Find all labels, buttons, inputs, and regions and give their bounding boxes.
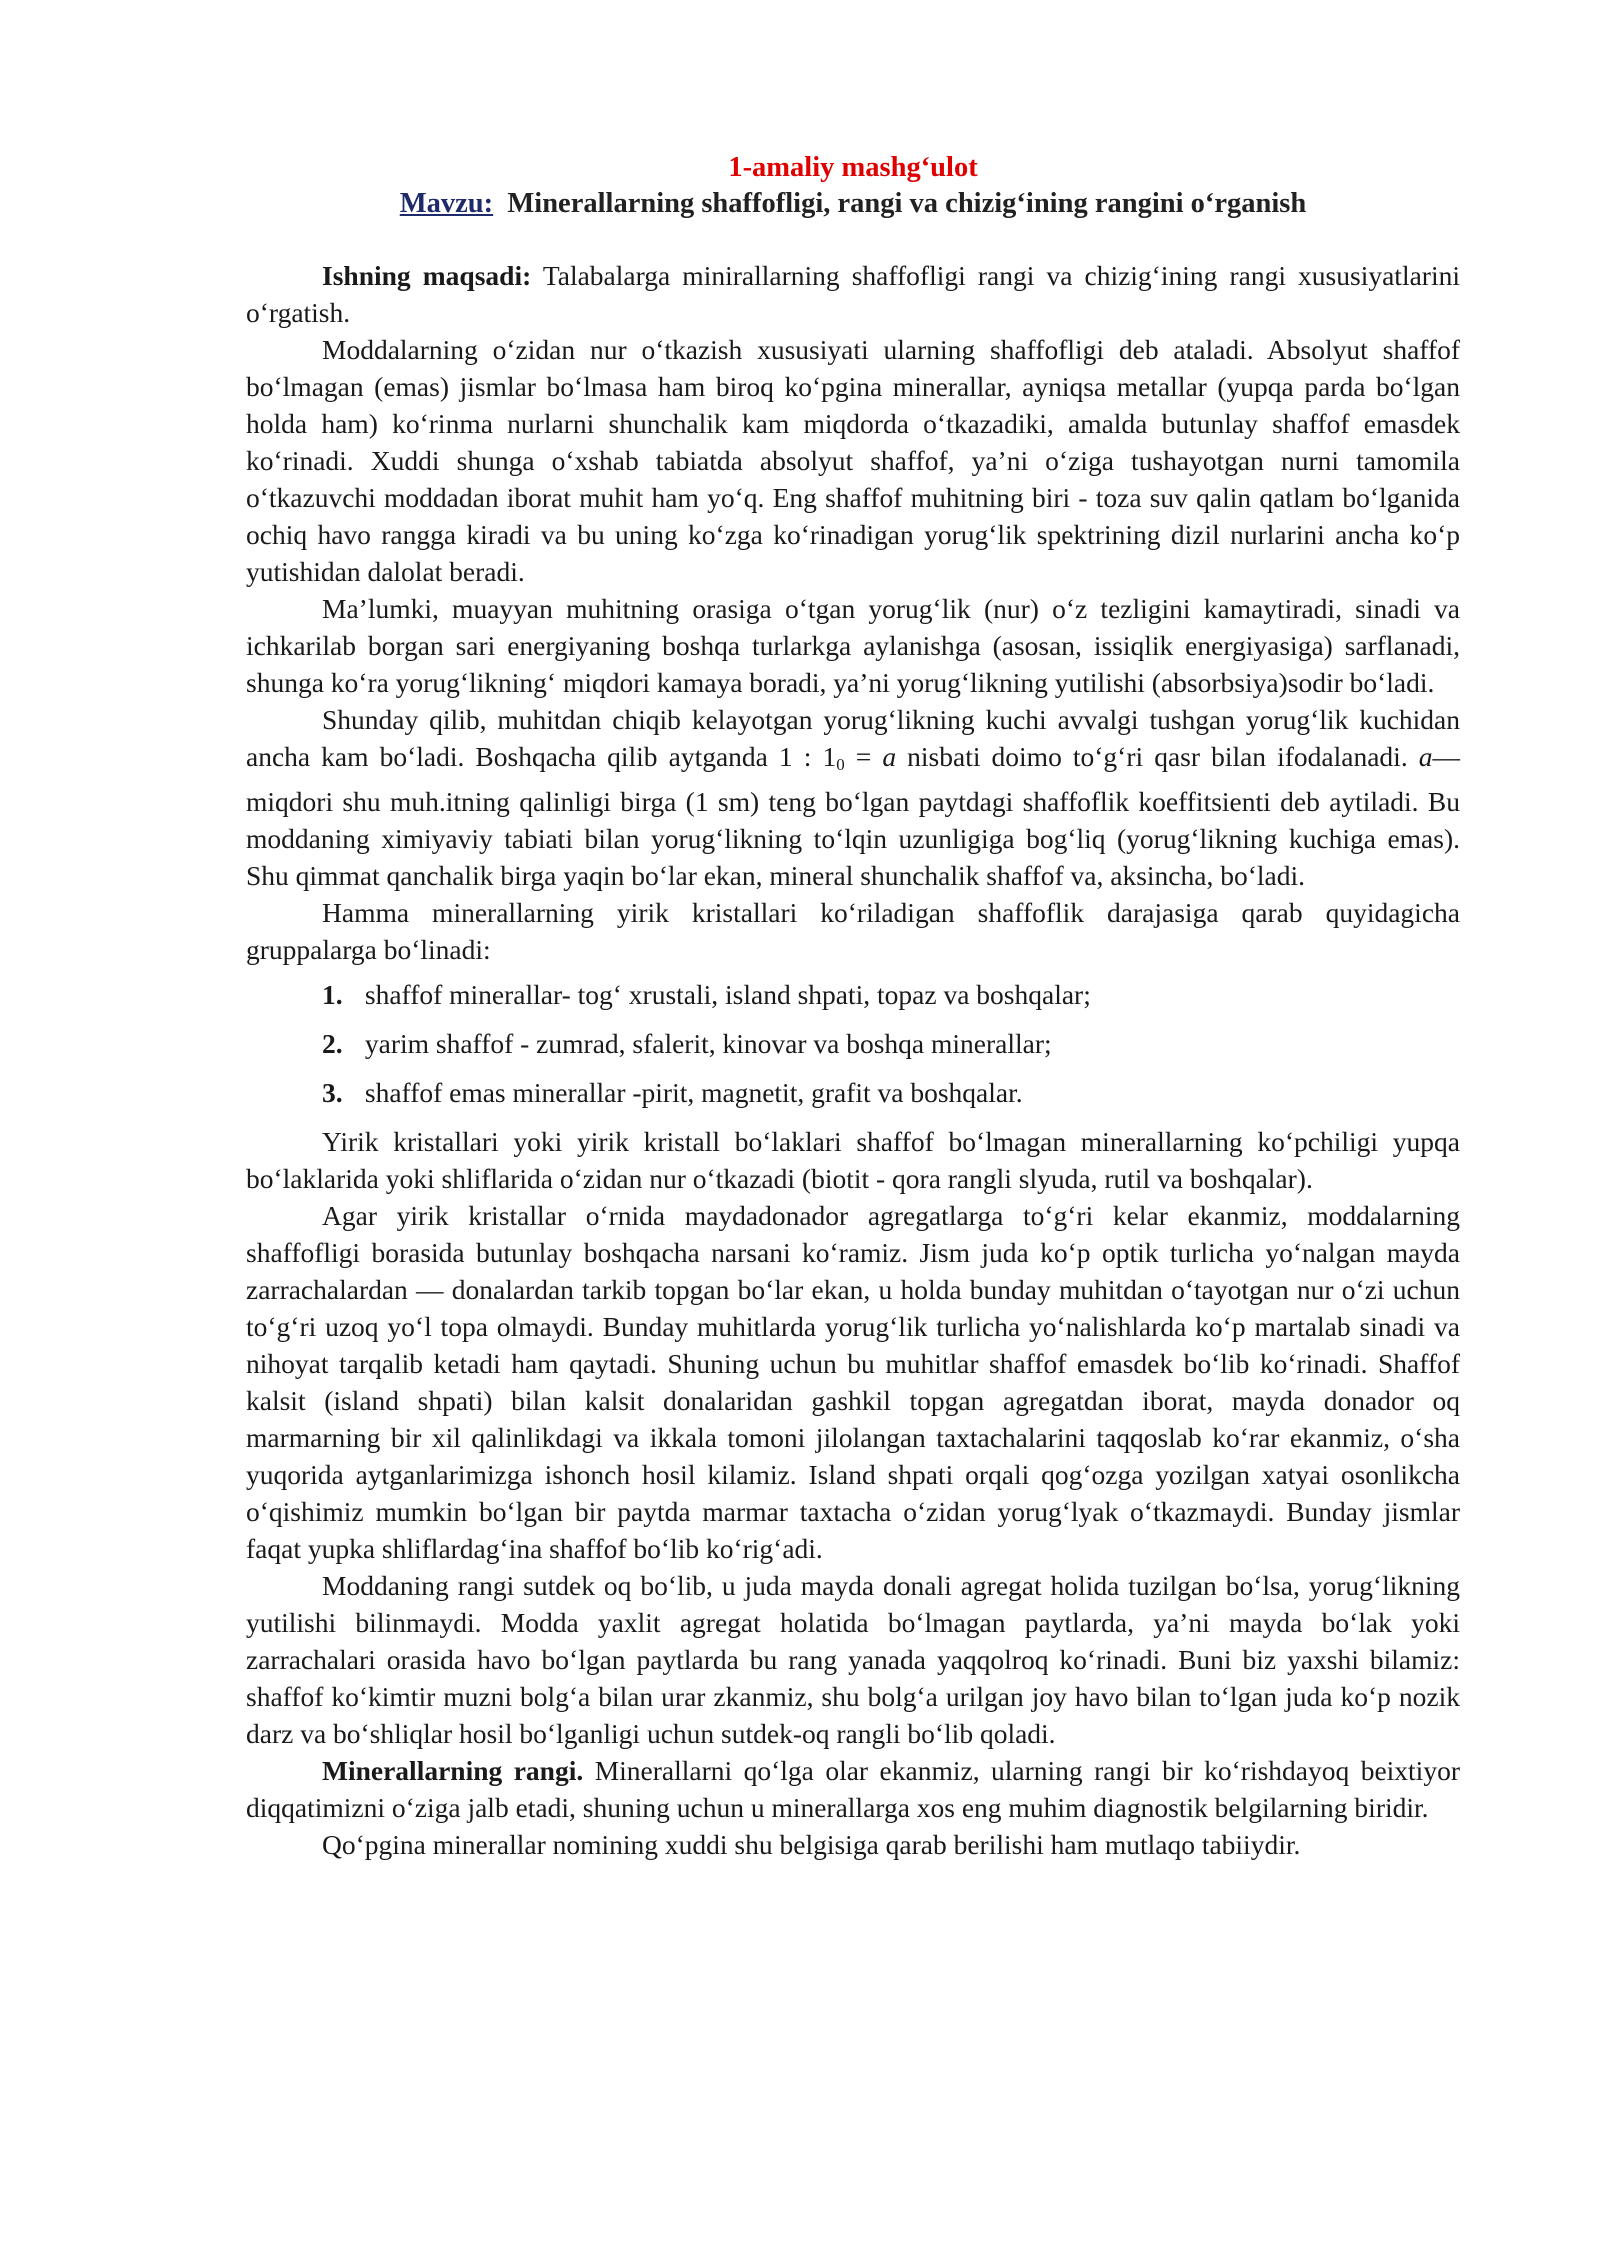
paragraph-transparency-definition: Moddalarning o‘zidan nur o‘tkazish xususiyati ularning shaffofligi deb ataladi. Absolyut shaffof bo‘lmagan (emas) jismlar bo‘lmasa ham biroq ko‘pgina minerallar, ayniqsa metallar (yupqa parda bo‘lgan holda ham) ko‘rinma nurlarni shunchalik kam miqdorda o‘tkazadiki, amalda butunlay shaffof emasdek ko‘rinadi. Xuddi shunga o‘xshab tabiatda absolyut shaffof, ya’ni o‘ziga tushayotgan nurni tamomila o‘tkazuvchi moddadan iborat muhit ham yo‘q. Eng shaffof muhitning biri - toza suv qalin qatlam bo‘lganida ochiq havo rangga kiradi va bu uning ko‘zga ko‘rinadigan yorug‘lik spektrining dizil nurlarini ancha ko‘p yutishidan dalolat beradi. xyxy=(246,334,1460,587)
paragraph-naming: Qo‘pgina minerallar nomining xuddi shu belgisiga qarab berilishi ham mutlaqo tabiiydir. xyxy=(322,1829,1301,1860)
coefficient-text-e: —miqdori shu muh.itning qalinligi birga (1 sm) teng bo‘lgan paytdagi shaffoflik koeffitsienti deb aytiladi. Bu moddaning ximiyaviy tabiati bilan yorug‘likning to‘lqin uzunligiga bog‘liq (yorug‘likning kuchiga emas). Shu qimmat qanchalik birga yaqin bo‘lar ekan, mineral shunchalik shaffof va, aksincha, bo‘ladi. xyxy=(246,741,1460,891)
mineral-color-label: Minerallarning rangi. xyxy=(322,1755,584,1786)
list-number: 3. xyxy=(322,1077,343,1108)
paragraph-light-absorption: Ma’lumki, muayyan muhitning orasiga o‘tgan yorug‘lik (nur) o‘z tezligini kamaytiradi, sinadi va ichkarilab borgan sari energiyaning boshqa turlarkga aylanishga (asosan, issiqlik energiyasiga) sarflanadi, shunga ko‘ra yorug‘likning‘ miqdori kamaya boradi, ya’ni yorug‘likning yutilishi (absorbsiya)sodir bo‘ladi. xyxy=(246,593,1460,698)
list-text: shaffof minerallar- tog‘ xrustali, island shpati, topaz va boshqalar; xyxy=(364,979,1091,1010)
paragraph-groups-intro: Hamma minerallarning yirik kristallari ko‘riladigan shaffoflik darajasiga qarab quyidagicha gruppalarga bo‘linadi: xyxy=(246,897,1460,965)
paragraph-aggregates: Agar yirik kristallar o‘rnida maydadonador agregatlarga to‘g‘ri kelar ekanmiz, moddalarning shaffofligi borasida butunlay boshqacha narsani ko‘ramiz. Jism juda ko‘p optik turlicha yo‘nalgan mayda zarrachalardan — donalardan tarkib topgan bo‘lar ekan, u holda bunday muhitdan o‘tayotgan nur o‘zi uchun to‘g‘ri uzoq yo‘l topa olmaydi. Bunday muhitlarda yorug‘lik turlicha yo‘nalishlarda ko‘p martalab sinadi va nihoyat tarqalib ketadi ham qaytadi. Shuning uchun bu muhitlar shaffof emasdek bo‘lib ko‘rinadi. Shaffof kalsit (island shpati) bilan kalsit donalaridan gashkil topgan agregatdan iborat, mayda donador oq marmarning bir xil qalinlikdagi va ikkala tomoni jilolangan taxtachalarini taqqoslab ko‘rar ekanmiz, o‘sha yuqorida aytganlarimizga ishonch hosil kilamiz. Island shpati orqali qog‘ozga yozilgan xatyai osonlikcha o‘qishimiz mumkin bo‘lgan bir paytda marmar taxtacha o‘zidan yorug‘lyak o‘tkazmaydi. Bunday jismlar faqat yupka shliflardag‘ina shaffof bo‘lib ko‘rig‘adi. xyxy=(246,1200,1460,1564)
topic-label: Mavzu: xyxy=(399,188,494,219)
topic-line xyxy=(246,186,1460,222)
ratio-subscript: 0 xyxy=(836,755,845,774)
coefficient-symbol: a xyxy=(882,741,897,772)
coefficient-text-c: nisbati doimo to‘g‘ri qasr bilan ifodalanadi. xyxy=(896,741,1419,772)
coefficient-symbol-2: a xyxy=(1418,741,1433,772)
document-title: 1-amaliy mashg‘ulot xyxy=(728,152,978,183)
paragraph-milky-color: Moddaning rangi sutdek oq bo‘lib, u juda mayda donali agregat holida tuzilgan bo‘lsa, yorug‘likning yutilishi bilinmaydi. Modda yaxlit agregat holatida bo‘lmagan paytlarda, ya’ni mayda bo‘lak yoki zarrachalari orasida havo bo‘lgan paytlarda bu rang yanada yaqqolroq ko‘rinadi. Buni biz yaxshi bilamiz: shaffof ko‘kimtir muzni bolg‘a bilan urar zkanmiz, shu bolg‘a urilgan joy havo bilan to‘lgan juda ko‘p nozik darz va bo‘shliqlar hosil bo‘lganligi uchun sutdek-oq rangli bo‘lib qoladi. xyxy=(246,1570,1460,1749)
list-number: 2. xyxy=(322,1028,343,1059)
list-text: yarim shaffof - zumrad, sfalerit, kinovar va boshqa minerallar; xyxy=(364,1028,1052,1059)
topic-text: Minerallarning shaffofligi, rangi va chizig‘ining rangini o‘rganish xyxy=(507,188,1307,219)
list-text: shaffof emas minerallar -pirit, magnetit, grafit va boshqalar. xyxy=(364,1077,1023,1108)
mineral-color-text: Minerallarni qo‘lga olar ekanmiz, ularning rangi bir ko‘rishdayoq beixtiyor diqqatimizni o‘ziga jalb etadi, shuning uchun u minerallarga xos eng muhim diagnostik belgilarning biridir. xyxy=(246,1755,1460,1823)
list-item xyxy=(322,1025,1460,1062)
list-number: 1. xyxy=(322,979,343,1010)
list-item xyxy=(322,1074,1460,1111)
paragraph-transparency-coefficient xyxy=(246,701,1460,894)
coefficient-text-b: = xyxy=(844,741,883,772)
transparency-groups-list xyxy=(246,976,1460,1111)
paragraph-thin-sections: Yirik kristallari yoki yirik kristall bo‘laklari shaffof bo‘lmagan minerallarning ko‘pchiligi yupqa bo‘laklarida yoki shliflarida o‘zidan nur o‘tkazadi (biotit - qora rangli slyuda, rutil va boshqalar). xyxy=(246,1126,1460,1194)
purpose-text: Talabalarga minirallarning shaffofligi rangi va chizig‘ining rangi xususiyatlarini o‘rgatish. xyxy=(246,260,1460,328)
coefficient-text-a: Shunday qilib, muhitdan chiqib kelayotgan yorug‘likning kuchi avvalgi tushgan yorug‘lik kuchidan ancha kam bo‘ladi. Boshqacha qilib aytganda 1 : 1 xyxy=(246,704,1460,772)
list-item xyxy=(322,976,1460,1013)
paragraph-mineral-color xyxy=(246,1752,1460,1826)
purpose-paragraph xyxy=(246,257,1460,331)
purpose-label: Ishning maqsadi: xyxy=(322,260,532,291)
